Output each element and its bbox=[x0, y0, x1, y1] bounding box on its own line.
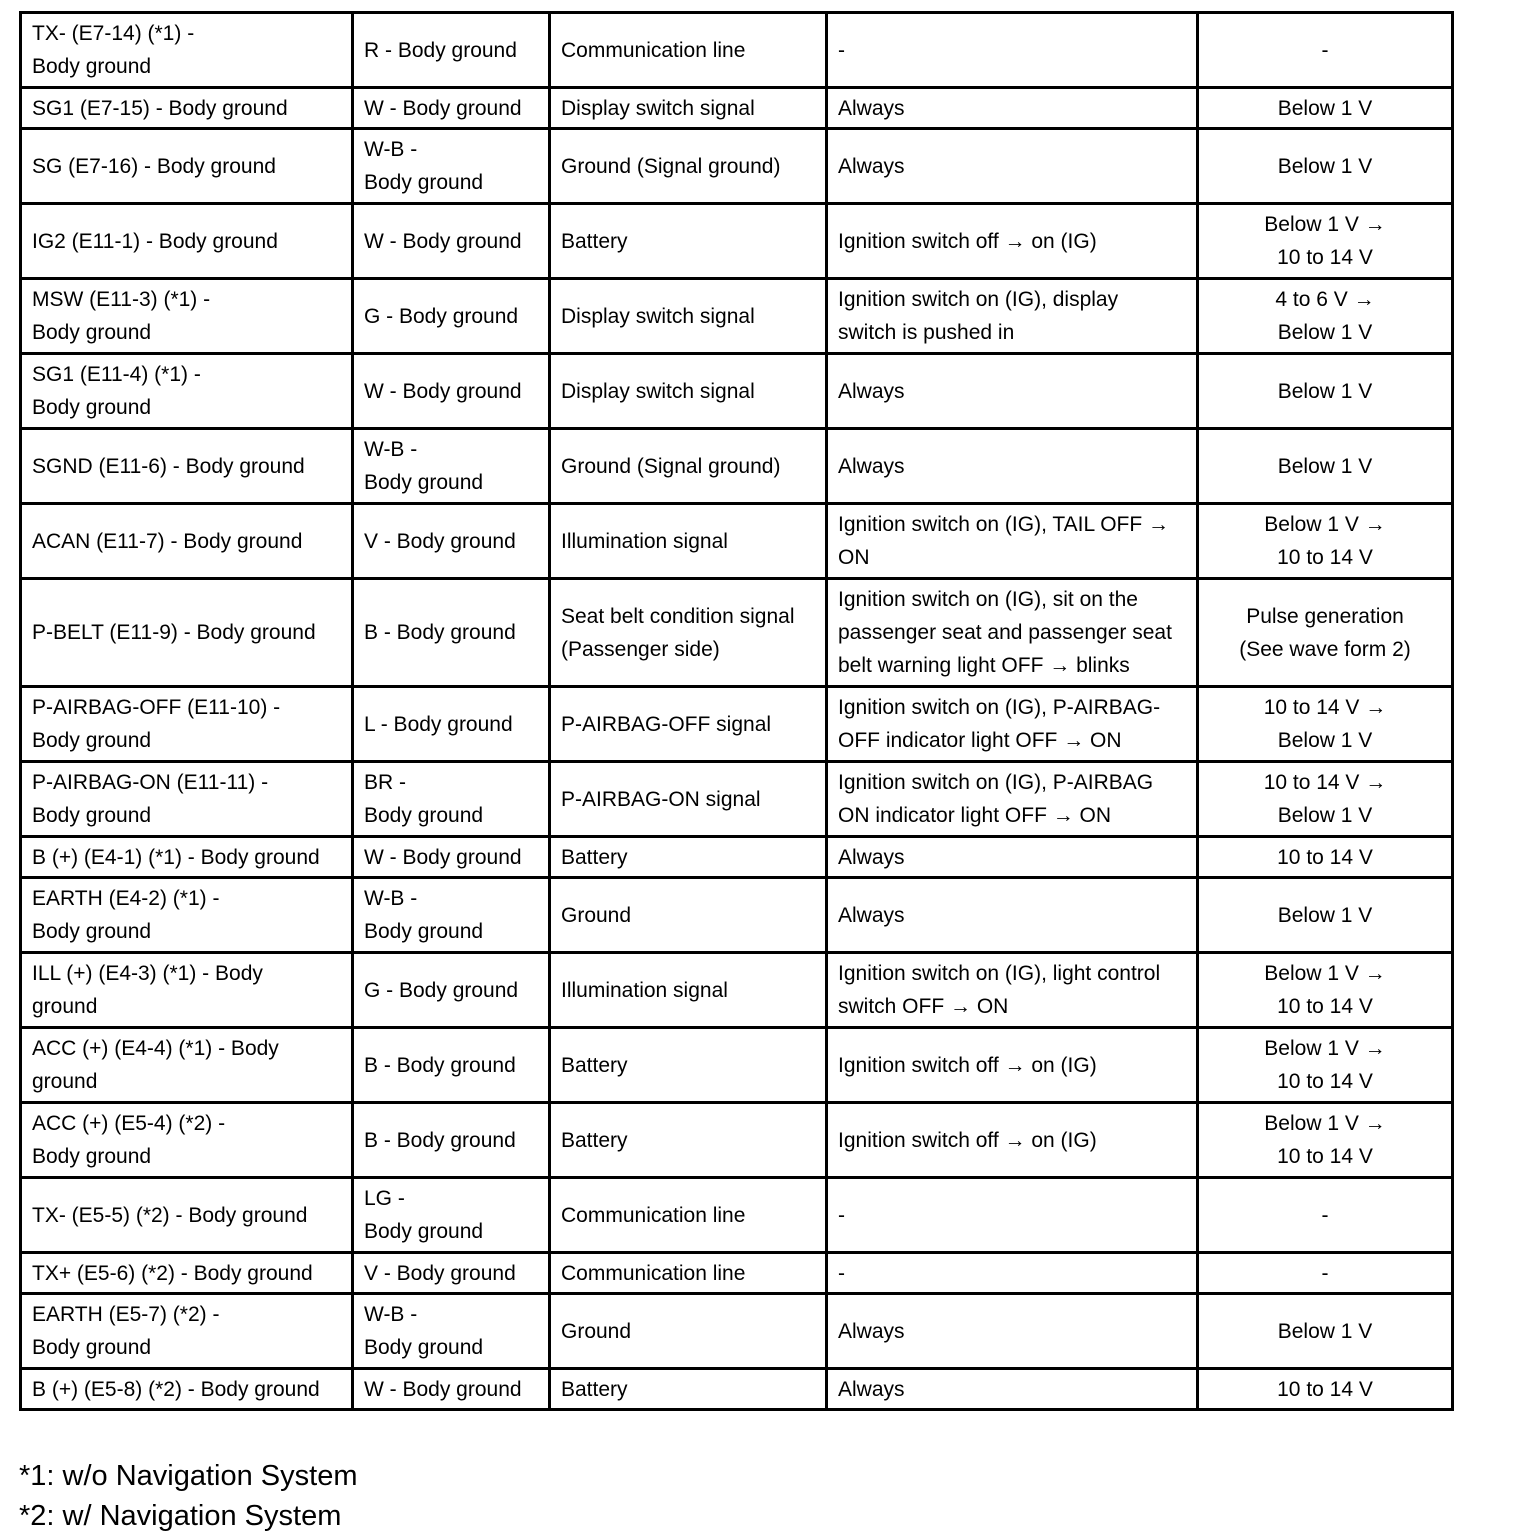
table-row bbox=[21, 504, 1453, 579]
wiring-color-cell: B - Body ground bbox=[353, 579, 550, 687]
condition-cell: Ignition switch off → on (IG) bbox=[827, 1028, 1198, 1103]
wiring-color-cell: R - Body ground bbox=[353, 13, 550, 88]
terminal-description-cell: P-AIRBAG-ON signal bbox=[550, 762, 827, 837]
terminal-description-cell: P-AIRBAG-OFF signal bbox=[550, 687, 827, 762]
terminal-cell: P-AIRBAG-ON (E11-11) - Body ground bbox=[21, 762, 353, 837]
condition-cell: - bbox=[827, 1253, 1198, 1294]
wiring-color-cell: B - Body ground bbox=[353, 1028, 550, 1103]
terminal-description-cell: Display switch signal bbox=[550, 354, 827, 429]
specified-condition-cell: 10 to 14 V → Below 1 V bbox=[1198, 687, 1453, 762]
table-row bbox=[21, 1369, 1453, 1410]
terminal-cell: ILL (+) (E4-3) (*1) - Body ground bbox=[21, 953, 353, 1028]
specified-condition-cell: Below 1 V → 10 to 14 V bbox=[1198, 204, 1453, 279]
specified-condition-cell: 10 to 14 V bbox=[1198, 1369, 1453, 1410]
specified-condition-cell: 10 to 14 V → Below 1 V bbox=[1198, 762, 1453, 837]
terminal-description-cell: Communication line bbox=[550, 1253, 827, 1294]
condition-cell: - bbox=[827, 1178, 1198, 1253]
table-row bbox=[21, 878, 1453, 953]
terminal-description-cell: Ground (Signal ground) bbox=[550, 429, 827, 504]
specified-condition-cell: Below 1 V → 10 to 14 V bbox=[1198, 953, 1453, 1028]
terminal-description-cell: Communication line bbox=[550, 13, 827, 88]
wiring-color-cell: L - Body ground bbox=[353, 687, 550, 762]
terminal-cell: MSW (E11-3) (*1) - Body ground bbox=[21, 279, 353, 354]
condition-cell: Always bbox=[827, 1369, 1198, 1410]
table-row bbox=[21, 837, 1453, 878]
wiring-color-cell: W-B - Body ground bbox=[353, 129, 550, 204]
table-row bbox=[21, 762, 1453, 837]
table-row bbox=[21, 1294, 1453, 1369]
condition-cell: Always bbox=[827, 878, 1198, 953]
terminal-description-cell: Ground bbox=[550, 1294, 827, 1369]
condition-cell: Ignition switch on (IG), sit on the passenger seat and passenger seat belt warning light OFF → blinks bbox=[827, 579, 1198, 687]
footnotes bbox=[19, 1456, 357, 1536]
wiring-color-cell: V - Body ground bbox=[353, 504, 550, 579]
wiring-color-cell: W - Body ground bbox=[353, 837, 550, 878]
terminal-cell: TX- (E7-14) (*1) - Body ground bbox=[21, 13, 353, 88]
wiring-color-cell: W - Body ground bbox=[353, 204, 550, 279]
terminal-cell: B (+) (E5-8) (*2) - Body ground bbox=[21, 1369, 353, 1410]
terminal-cell: B (+) (E4-1) (*1) - Body ground bbox=[21, 837, 353, 878]
wiring-color-cell: W - Body ground bbox=[353, 88, 550, 129]
terminal-description-cell: Display switch signal bbox=[550, 279, 827, 354]
condition-cell: Ignition switch on (IG), light control switch OFF → ON bbox=[827, 953, 1198, 1028]
specified-condition-cell: Below 1 V bbox=[1198, 88, 1453, 129]
table-row bbox=[21, 279, 1453, 354]
wiring-color-cell: W-B - Body ground bbox=[353, 1294, 550, 1369]
condition-cell: Always bbox=[827, 354, 1198, 429]
wiring-color-cell: B - Body ground bbox=[353, 1103, 550, 1178]
footnote-without-navigation: *1: w/o Navigation System bbox=[19, 1460, 358, 1492]
condition-cell: - bbox=[827, 13, 1198, 88]
condition-cell: Ignition switch on (IG), P-AIRBAG- OFF indicator light OFF → ON bbox=[827, 687, 1198, 762]
terminal-cell: P-BELT (E11-9) - Body ground bbox=[21, 579, 353, 687]
wiring-color-cell: W - Body ground bbox=[353, 1369, 550, 1410]
wiring-color-cell: BR - Body ground bbox=[353, 762, 550, 837]
specified-condition-cell: Below 1 V → 10 to 14 V bbox=[1198, 504, 1453, 579]
terminal-cell: ACC (+) (E5-4) (*2) - Body ground bbox=[21, 1103, 353, 1178]
terminal-description-cell: Illumination signal bbox=[550, 953, 827, 1028]
wiring-color-cell: G - Body ground bbox=[353, 279, 550, 354]
specified-condition-cell: - bbox=[1198, 1178, 1453, 1253]
table-body bbox=[21, 13, 1453, 1410]
specified-condition-cell: Below 1 V bbox=[1198, 354, 1453, 429]
wiring-color-cell: V - Body ground bbox=[353, 1253, 550, 1294]
specified-condition-cell: Below 1 V bbox=[1198, 429, 1453, 504]
wiring-color-cell: W-B - Body ground bbox=[353, 878, 550, 953]
table-row bbox=[21, 88, 1453, 129]
terminal-cell: ACAN (E11-7) - Body ground bbox=[21, 504, 353, 579]
table-row bbox=[21, 1103, 1453, 1178]
terminal-description-cell: Battery bbox=[550, 1028, 827, 1103]
terminal-cell: P-AIRBAG-OFF (E11-10) - Body ground bbox=[21, 687, 353, 762]
terminal-cell: EARTH (E4-2) (*1) - Body ground bbox=[21, 878, 353, 953]
terminal-cell: IG2 (E11-1) - Body ground bbox=[21, 204, 353, 279]
condition-cell: Ignition switch off → on (IG) bbox=[827, 204, 1198, 279]
specified-condition-cell: Below 1 V bbox=[1198, 878, 1453, 953]
terminal-description-cell: Battery bbox=[550, 1103, 827, 1178]
terminal-description-cell: Ground (Signal ground) bbox=[550, 129, 827, 204]
table-row bbox=[21, 204, 1453, 279]
condition-cell: Ignition switch on (IG), TAIL OFF → ON bbox=[827, 504, 1198, 579]
table-row bbox=[21, 579, 1453, 687]
specified-condition-cell: 10 to 14 V bbox=[1198, 837, 1453, 878]
condition-cell: Always bbox=[827, 429, 1198, 504]
table-row bbox=[21, 1253, 1453, 1294]
wiring-color-cell: LG - Body ground bbox=[353, 1178, 550, 1253]
terminal-description-cell: Display switch signal bbox=[550, 88, 827, 129]
terminal-description-cell: Ground bbox=[550, 878, 827, 953]
terminal-cell: TX+ (E5-6) (*2) - Body ground bbox=[21, 1253, 353, 1294]
terminal-description-cell: Battery bbox=[550, 837, 827, 878]
terminal-cell: TX- (E5-5) (*2) - Body ground bbox=[21, 1178, 353, 1253]
table-row bbox=[21, 354, 1453, 429]
wiring-color-cell: G - Body ground bbox=[353, 953, 550, 1028]
footnote-with-navigation: *2: w/ Navigation System bbox=[19, 1500, 342, 1532]
condition-cell: Ignition switch on (IG), display switch is pushed in bbox=[827, 279, 1198, 354]
condition-cell: Ignition switch off → on (IG) bbox=[827, 1103, 1198, 1178]
specified-condition-cell: Below 1 V bbox=[1198, 129, 1453, 204]
table-row bbox=[21, 129, 1453, 204]
terminal-description-cell: Battery bbox=[550, 204, 827, 279]
specified-condition-cell: - bbox=[1198, 1253, 1453, 1294]
specified-condition-cell: Below 1 V → 10 to 14 V bbox=[1198, 1028, 1453, 1103]
terminal-cell: SG (E7-16) - Body ground bbox=[21, 129, 353, 204]
terminal-cell: SGND (E11-6) - Body ground bbox=[21, 429, 353, 504]
table-row bbox=[21, 1178, 1453, 1253]
specified-condition-cell: Below 1 V bbox=[1198, 1294, 1453, 1369]
terminal-description-cell: Communication line bbox=[550, 1178, 827, 1253]
specified-condition-cell: 4 to 6 V → Below 1 V bbox=[1198, 279, 1453, 354]
specified-condition-cell: - bbox=[1198, 13, 1453, 88]
table-row bbox=[21, 953, 1453, 1028]
terminal-voltage-table bbox=[19, 11, 1454, 1411]
wiring-color-cell: W - Body ground bbox=[353, 354, 550, 429]
table-row bbox=[21, 1028, 1453, 1103]
table-row bbox=[21, 13, 1453, 88]
wiring-color-cell: W-B - Body ground bbox=[353, 429, 550, 504]
terminal-cell: SG1 (E7-15) - Body ground bbox=[21, 88, 353, 129]
specified-condition-cell: Pulse generation (See wave form 2) bbox=[1198, 579, 1453, 687]
condition-cell: Always bbox=[827, 88, 1198, 129]
terminal-cell: EARTH (E5-7) (*2) - Body ground bbox=[21, 1294, 353, 1369]
terminal-description-cell: Seat belt condition signal (Passenger side) bbox=[550, 579, 827, 687]
table-row bbox=[21, 687, 1453, 762]
specified-condition-cell: Below 1 V → 10 to 14 V bbox=[1198, 1103, 1453, 1178]
table-row bbox=[21, 429, 1453, 504]
terminal-cell: ACC (+) (E4-4) (*1) - Body ground bbox=[21, 1028, 353, 1103]
condition-cell: Always bbox=[827, 1294, 1198, 1369]
terminal-description-cell: Illumination signal bbox=[550, 504, 827, 579]
condition-cell: Ignition switch on (IG), P-AIRBAG ON indicator light OFF → ON bbox=[827, 762, 1198, 837]
terminal-cell: SG1 (E11-4) (*1) - Body ground bbox=[21, 354, 353, 429]
terminal-description-cell: Battery bbox=[550, 1369, 827, 1410]
condition-cell: Always bbox=[827, 837, 1198, 878]
condition-cell: Always bbox=[827, 129, 1198, 204]
